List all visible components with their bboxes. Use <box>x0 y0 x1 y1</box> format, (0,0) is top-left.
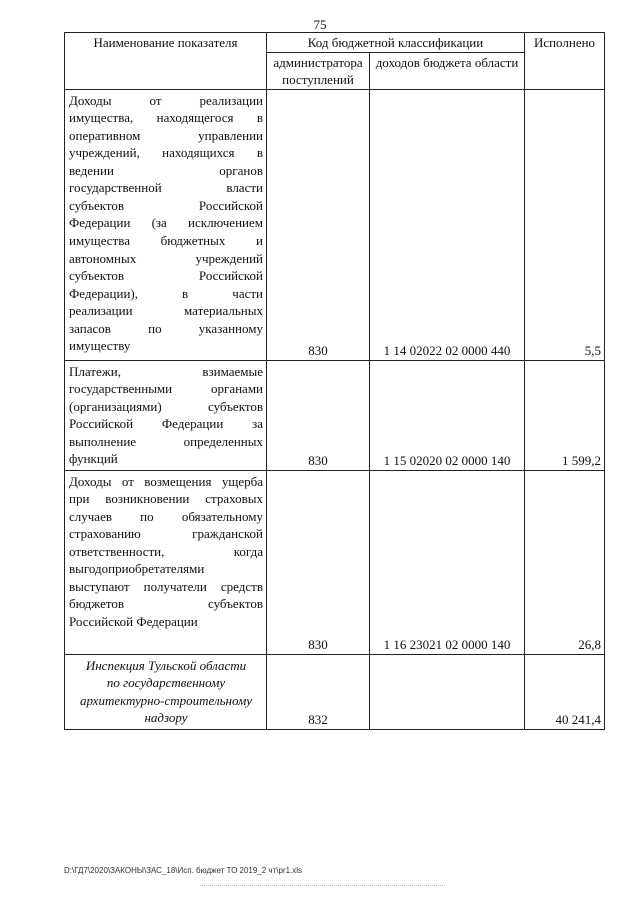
page-number: 75 <box>313 17 327 32</box>
name-line: случаев по обязательному <box>69 508 263 524</box>
row-name <box>65 89 267 360</box>
name-line-last: имуществу <box>69 338 131 354</box>
income-code: 1 16 23021 02 0000 140 <box>370 470 525 654</box>
name-line: государственной власти <box>69 180 263 196</box>
name-line-plain: выгодоприобретателями <box>69 561 205 577</box>
name-line: Федерации (за исключением <box>69 215 263 231</box>
name-line: имущества бюджетных и <box>69 233 263 249</box>
footer-divider <box>200 885 445 886</box>
budget-table <box>64 32 605 730</box>
header-name: Наименование показателя <box>65 33 267 90</box>
name-line: по государственному <box>106 675 226 691</box>
name-line: Федерации), в части <box>69 285 263 301</box>
name-line: надзору <box>144 710 188 726</box>
name-line: Доходы от реализации <box>69 92 263 108</box>
admin-code: 832 <box>267 654 370 729</box>
name-line: страхованию гражданской <box>69 526 263 542</box>
name-line: автономных учреждений <box>69 250 263 266</box>
row-name-italic <box>65 654 267 729</box>
name-line: выступают получатели средств <box>69 578 263 594</box>
header-code: Код бюджетной классификации <box>267 33 525 53</box>
admin-code: 830 <box>267 470 370 654</box>
name-line: ответственности, когда <box>69 543 263 559</box>
income-code: 1 15 02020 02 0000 140 <box>370 360 525 470</box>
name-line: субъектов Российской <box>69 268 263 284</box>
name-line: Российской Федерации за <box>69 416 263 432</box>
name-line: при возникновении страховых <box>69 491 263 507</box>
row-name <box>65 470 267 654</box>
name-line-last: функций <box>69 451 118 467</box>
name-line: учреждений, находящихся в <box>69 145 263 161</box>
executed-value: 5,5 <box>525 89 605 360</box>
executed-value: 40 241,4 <box>525 654 605 729</box>
name-line: Инспекция Тульской области <box>85 657 247 673</box>
header-income: доходов бюджета области <box>370 52 525 89</box>
name-line: Доходы от возмещения ущерба <box>69 473 263 489</box>
table-row <box>65 654 605 729</box>
name-line: имущества, находящегося в <box>69 110 263 126</box>
header-admin: администратора поступлений <box>267 52 370 89</box>
name-line: государственными органами <box>69 381 263 397</box>
row-name <box>65 360 267 470</box>
file-path: D:\ГД7\2020\ЗАКОНЫ\ЗАС_18\Исп. бюджет ТО 2019_2 чт\pr1.xls <box>64 866 303 875</box>
table-row <box>65 360 605 470</box>
name-line: субъектов Российской <box>69 197 263 213</box>
admin-code: 830 <box>267 89 370 360</box>
table-row <box>65 89 605 360</box>
name-line-last: Российской Федерации <box>69 614 198 630</box>
executed-value: 26,8 <box>525 470 605 654</box>
name-line: архитектурно-строительному <box>79 692 253 708</box>
name-line: Платежи, взимаемые <box>69 363 263 379</box>
name-line: (организациями) субъектов <box>69 398 263 414</box>
name-line: выполнение определенных <box>69 433 263 449</box>
name-line: ведении органов <box>69 162 263 178</box>
name-line: бюджетов субъектов <box>69 596 263 612</box>
name-line: запасов по указанному <box>69 320 263 336</box>
admin-code: 830 <box>267 360 370 470</box>
income-code: 1 14 02022 02 0000 440 <box>370 89 525 360</box>
header-executed: Исполнено <box>525 33 605 90</box>
table-row <box>65 470 605 654</box>
income-code <box>370 654 525 729</box>
name-line: реализации материальных <box>69 303 263 319</box>
header-row-1 <box>65 33 605 53</box>
executed-value: 1 599,2 <box>525 360 605 470</box>
name-line: оперативном управлении <box>69 127 263 143</box>
